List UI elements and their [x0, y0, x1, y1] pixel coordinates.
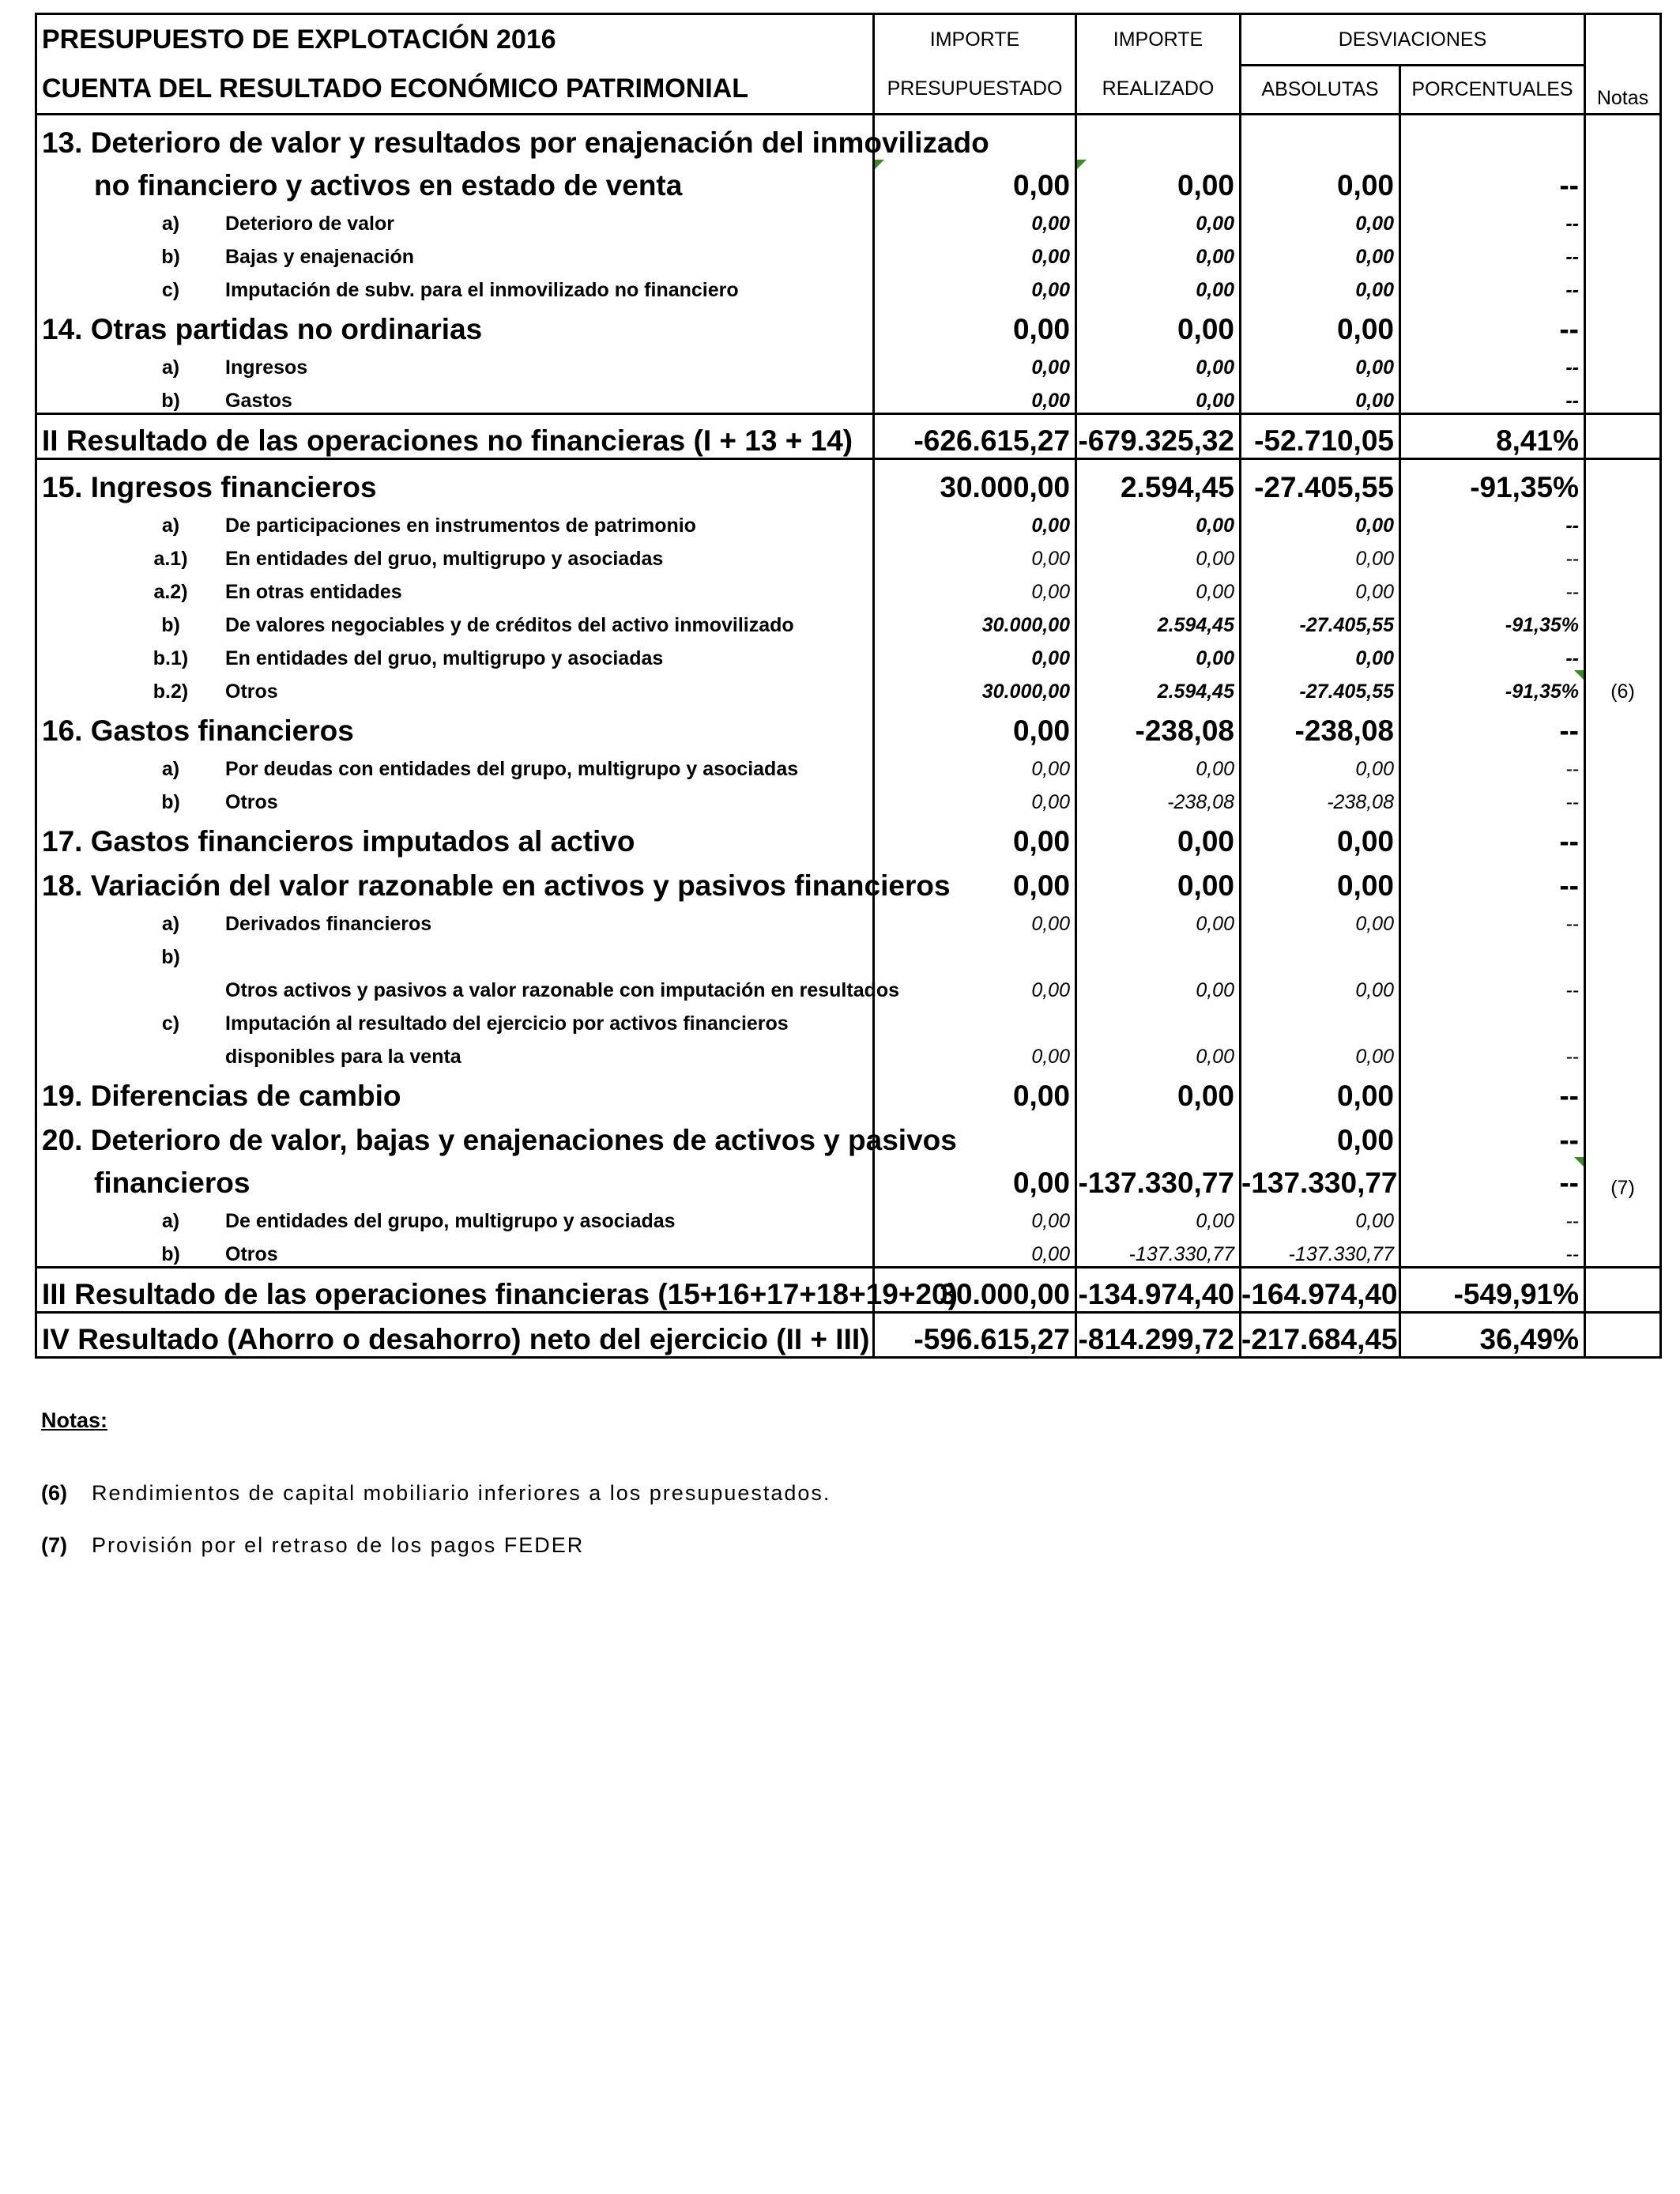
value-cell: -27.405,55 [1241, 458, 1400, 504]
row-letter: c) [161, 1012, 180, 1035]
value-cell: 0,00 [874, 302, 1076, 346]
section-15-row-b [36, 604, 1661, 637]
value-cell: 36,49% [1400, 1312, 1585, 1357]
section-13-actual: 0,00 [1076, 160, 1241, 202]
row-label: De participaciones en instrumentos de patrimonio [225, 514, 696, 537]
value-cell: -549,91% [1400, 1267, 1585, 1312]
value-cell: 30.000,00 [874, 670, 1076, 703]
value-cell: 0,00 [1241, 1069, 1400, 1113]
row-label: En otras entidades [225, 580, 402, 603]
section-20-line2: financieros 0,00 -137.330,77 -137.330,77 -- (7) [36, 1157, 1661, 1200]
section-13-row-b [36, 236, 1661, 269]
section-13-budget: 0,00 [874, 160, 1076, 202]
value-cell: 0,00 [1241, 379, 1400, 414]
row-letter: a) [161, 1209, 180, 1232]
value-cell: 2.594,45 [1076, 458, 1241, 504]
row-letter: b) [161, 790, 180, 813]
row-label: En entidades del gruo, multigrupo y asociadas [225, 547, 664, 570]
row-letter: b) [161, 1242, 180, 1265]
value-cell: 0,00 [874, 903, 1076, 936]
value-cell: -137.330,77 [1076, 1157, 1241, 1200]
value-cell: 2.594,45 [1076, 604, 1241, 637]
value-cell: -137.330,77 [1076, 1233, 1241, 1268]
value-cell: 0,00 [1076, 969, 1241, 1002]
section-16 [36, 703, 1661, 748]
value-cell: -- [1400, 202, 1585, 236]
value-cell: 0,00 [874, 202, 1076, 236]
value-cell: -- [1400, 969, 1585, 1002]
section-14 [36, 302, 1661, 346]
value-cell: 0,00 [1076, 637, 1241, 670]
value-cell: 0,00 [1241, 1113, 1400, 1157]
value-cell: 0,00 [874, 637, 1076, 670]
value-cell: 0,00 [1076, 269, 1241, 302]
value-cell: -217.684,45 [1241, 1312, 1400, 1357]
value-cell: -- [1400, 1035, 1585, 1069]
value-cell: 0,00 [874, 537, 1076, 571]
section-19 [36, 1069, 1661, 1113]
col-actual-header-top: IMPORTE [1076, 14, 1241, 66]
comment-marker-icon [875, 160, 884, 169]
value-cell: 0,00 [874, 703, 1076, 748]
row-letter: c) [161, 278, 180, 301]
section-13-percent: -- [1400, 160, 1585, 202]
value-cell: -- [1400, 1069, 1585, 1113]
row-letter: b) [161, 245, 180, 268]
value-cell: -679.325,32 [1076, 413, 1241, 458]
row-label: Bajas y enajenación [225, 245, 415, 268]
section-18-row-c [36, 1002, 1661, 1035]
value-cell: -164.974,40 [1241, 1267, 1400, 1312]
report-subtitle: CUENTA DEL RESULTADO ECONÓMICO PATRIMONIAL [36, 66, 874, 115]
comment-marker-icon [1077, 160, 1087, 169]
value-cell: -- [1400, 748, 1585, 781]
value-cell: 0,00 [874, 1157, 1076, 1200]
value-cell: 0,00 [1241, 637, 1400, 670]
budget-report [35, 13, 1659, 1359]
value-cell: 0,00 [874, 571, 1076, 604]
value-cell: 0,00 [1076, 1035, 1241, 1069]
note-ref-7: (7) [1585, 1157, 1661, 1200]
value-cell: 30.000,00 [874, 458, 1076, 504]
results-table [35, 13, 1662, 1359]
value-cell: 0,00 [1076, 748, 1241, 781]
section-18-row-c-cont [36, 1035, 1661, 1069]
note-6-text: Rendimientos de capital mobiliario inferiores a los presupuestados. [92, 1481, 831, 1505]
col-actual-header: REALIZADO [1076, 66, 1241, 115]
row-letter: a) [161, 514, 180, 537]
section-13-title: 13. Deterioro de valor y resultados por enajenación del inmovilizado [36, 114, 874, 160]
value-cell: -- [1400, 269, 1585, 302]
value-cell: -- [1400, 781, 1585, 814]
section-13-line1 [36, 114, 1661, 160]
value-cell: -- [1400, 537, 1585, 571]
section-15 [36, 458, 1661, 504]
value-cell: -- [1400, 703, 1585, 748]
value-cell: -137.330,77 [1241, 1157, 1400, 1200]
section-16-row-a [36, 748, 1661, 781]
notes-title: Notas: [41, 1408, 108, 1432]
section-19-title: 19. Diferencias de cambio [36, 1069, 874, 1113]
section-18-row-a [36, 903, 1661, 936]
value-cell: 0,00 [1076, 346, 1241, 379]
value-cell: 0,00 [874, 1069, 1076, 1113]
notes-header: Notas [1585, 66, 1661, 115]
value-cell: 0,00 [1241, 1200, 1400, 1233]
section-13-row-c [36, 269, 1661, 302]
section-13-row-a [36, 202, 1661, 236]
value-cell: 0,00 [874, 1233, 1076, 1268]
value-cell: -- [1400, 571, 1585, 604]
value-cell: 0,00 [1076, 1069, 1241, 1113]
value-cell: -238,08 [1076, 703, 1241, 748]
header-row-2 [36, 66, 1661, 115]
row-label: Por deudas con entidades del grupo, multigrupo y asociadas [225, 757, 799, 780]
value-cell: -- [1400, 504, 1585, 537]
value-cell: -- [1400, 302, 1585, 346]
value-cell: 30.000,00 [874, 604, 1076, 637]
section-15-row-b2: b.2) Otros 30.000,00 2.594,45 -27.405,55 -91,35% (6) [36, 670, 1661, 703]
value-cell: -814.299,72 [1076, 1312, 1241, 1357]
value-cell: 0,00 [874, 814, 1076, 858]
value-cell: -- [1400, 814, 1585, 858]
section-18-title: 18. Variación del valor razonable en activos y pasivos financieros [36, 858, 874, 903]
value-cell: 0,00 [1241, 858, 1400, 903]
section-13-absolute: 0,00 [1241, 160, 1400, 202]
value-cell: 0,00 [1241, 969, 1400, 1002]
value-cell: 0,00 [1241, 302, 1400, 346]
total-row-iv [36, 1312, 1661, 1357]
value-cell: 0,00 [1076, 379, 1241, 414]
section-20-title-cont: financieros [94, 1166, 250, 1199]
col-budget-header-top: IMPORTE [874, 14, 1076, 66]
value-cell: 0,00 [1241, 504, 1400, 537]
note-7-text: Provisión por el retraso de los pagos FEDER [92, 1533, 585, 1557]
row-letter: a.2) [153, 580, 188, 603]
value-cell: -27.405,55 [1241, 604, 1400, 637]
value-cell: 0,00 [874, 1035, 1076, 1069]
row-letter: a) [161, 212, 180, 235]
section-16-row-b [36, 781, 1661, 814]
col-absolute-header: ABSOLUTAS [1241, 66, 1400, 115]
value-cell: 0,00 [1076, 236, 1241, 269]
value-cell: 0,00 [874, 781, 1076, 814]
row-label: Otros [225, 1242, 278, 1265]
note-6-number: (6) [41, 1481, 67, 1505]
value-cell: 0,00 [1241, 814, 1400, 858]
value-cell: 0,00 [1241, 1035, 1400, 1069]
row-label: Otros activos y pasivos a valor razonable con imputación en resultados [225, 978, 900, 1001]
col-budget-header: PRESUPUESTADO [874, 66, 1076, 115]
row-label: Ingresos [225, 356, 308, 379]
total-row-iii [36, 1267, 1661, 1312]
value-cell: 0,00 [874, 379, 1076, 414]
section-20-line1 [36, 1113, 1661, 1157]
row-label: Derivados financieros [225, 912, 432, 935]
value-cell: -52.710,05 [1241, 413, 1400, 458]
section-20-row-b [36, 1233, 1661, 1268]
row-letter: a) [161, 757, 180, 780]
note-6 [41, 1481, 831, 1506]
section-14-title: 14. Otras partidas no ordinarias [36, 302, 874, 346]
row-label: Deterioro de valor [225, 212, 394, 235]
row-label: De entidades del grupo, multigrupo y asociadas [225, 1209, 676, 1232]
value-cell: 0,00 [1241, 748, 1400, 781]
row-letter: a) [161, 356, 180, 379]
value-cell: -- [1400, 236, 1585, 269]
row-letter: a) [161, 912, 180, 935]
value-cell: 8,41% [1400, 413, 1585, 458]
note-7-number: (7) [41, 1533, 67, 1557]
value-cell: -- [1400, 379, 1585, 414]
value-cell: -134.974,40 [1076, 1267, 1241, 1312]
comment-marker-icon [1574, 1157, 1584, 1167]
total-iv-label: IV Resultado (Ahorro o desahorro) neto del ejercicio (II + III) [36, 1312, 874, 1357]
row-label: Otros [225, 790, 278, 813]
value-cell: 30.000,00 [874, 1267, 1076, 1312]
value-cell: 0,00 [1241, 202, 1400, 236]
row-label: En entidades del gruo, multigrupo y asociadas [225, 647, 664, 669]
row-label: Gastos [225, 389, 292, 412]
value-cell: -- [1400, 858, 1585, 903]
notes-header-top [1585, 14, 1661, 66]
value-cell: -- [1400, 346, 1585, 379]
note-7 [41, 1533, 584, 1558]
value-cell: -- [1400, 1233, 1585, 1268]
row-label: Otros [225, 680, 278, 703]
section-14-row-b [36, 379, 1661, 414]
row-letter: b) [161, 389, 180, 412]
total-row-ii [36, 413, 1661, 458]
value-cell: -- [1400, 903, 1585, 936]
row-letter: b) [161, 613, 180, 636]
section-17 [36, 814, 1661, 858]
row-label: Imputación al resultado del ejercicio por activos financieros [225, 1012, 789, 1035]
section-15-row-a1 [36, 537, 1661, 571]
section-18-row-b [36, 969, 1661, 1002]
comment-marker-icon [1574, 670, 1584, 680]
value-cell: -238,08 [1241, 781, 1400, 814]
section-18 [36, 858, 1661, 903]
value-cell: 0,00 [1241, 571, 1400, 604]
value-cell: -91,35% [1400, 458, 1585, 504]
value-cell: 0,00 [1241, 537, 1400, 571]
row-letter: b.1) [153, 647, 189, 669]
value-cell: -- [1400, 637, 1585, 670]
section-15-row-a2 [36, 571, 1661, 604]
row-label: disponibles para la venta [225, 1045, 461, 1068]
section-13-line2 [36, 160, 1661, 202]
value-cell: 0,00 [1241, 346, 1400, 379]
note-ref-6: (6) [1585, 670, 1661, 703]
value-cell: 0,00 [1241, 903, 1400, 936]
value-cell: 0,00 [1076, 903, 1241, 936]
header-row-1 [36, 14, 1661, 66]
row-letter: b) [161, 945, 180, 968]
section-18-row-b-letter [36, 936, 1661, 969]
section-14-row-a [36, 346, 1661, 379]
section-20-title: 20. Deterioro de valor, bajas y enajenaciones de activos y pasivos [36, 1113, 874, 1157]
value-cell: 0,00 [1076, 202, 1241, 236]
value-cell: -238,08 [1241, 703, 1400, 748]
value-cell: 0,00 [1076, 814, 1241, 858]
value-cell: -596.615,27 [874, 1312, 1076, 1357]
value-cell: 0,00 [874, 858, 1076, 903]
deviations-header: DESVIACIONES [1241, 14, 1585, 66]
col-percent-header: PORCENTUALES [1400, 66, 1585, 115]
value-cell: 0,00 [874, 346, 1076, 379]
section-15-title: 15. Ingresos financieros [36, 458, 874, 504]
value-cell: 0,00 [1076, 537, 1241, 571]
row-letter: b.2) [153, 680, 189, 703]
value-cell: -- [1400, 1113, 1585, 1157]
section-17-title: 17. Gastos financieros imputados al activo [36, 814, 874, 858]
value-cell: 0,00 [874, 969, 1076, 1002]
value-cell: 0,00 [1076, 1200, 1241, 1233]
value-cell: 0,00 [874, 269, 1076, 302]
value-cell: 0,00 [1076, 571, 1241, 604]
value-cell: 0,00 [874, 504, 1076, 537]
value-cell: 0,00 [1241, 269, 1400, 302]
value-cell: -238,08 [1076, 781, 1241, 814]
value-cell: -626.615,27 [874, 413, 1076, 458]
total-iii-label: III Resultado de las operaciones financieras (15+16+17+18+19+20) [36, 1267, 874, 1312]
total-ii-label: II Resultado de las operaciones no financieras (I + 13 + 14) [36, 413, 874, 458]
value-cell: 0,00 [874, 236, 1076, 269]
value-cell: -91,35% [1400, 604, 1585, 637]
report-title: PRESUPUESTO DE EXPLOTACIÓN 2016 [36, 14, 874, 66]
value-cell: -137.330,77 [1241, 1233, 1400, 1268]
value-cell: 0,00 [1076, 302, 1241, 346]
value-cell: -- [1400, 1200, 1585, 1233]
value-cell: 2.594,45 [1076, 670, 1241, 703]
row-label: Imputación de subv. para el inmovilizado no financiero [225, 278, 739, 301]
value-cell: 0,00 [874, 1200, 1076, 1233]
section-13-title-cont: no financiero y activos en estado de venta [94, 168, 683, 202]
notes-section [41, 1408, 831, 1557]
section-15-row-a [36, 504, 1661, 537]
section-15-row-b1 [36, 637, 1661, 670]
row-letter: a.1) [153, 547, 188, 570]
value-cell: 0,00 [1076, 504, 1241, 537]
value-cell: 0,00 [1076, 858, 1241, 903]
value-cell: 0,00 [1241, 236, 1400, 269]
section-20-row-a [36, 1200, 1661, 1233]
value-cell: -27.405,55 [1241, 670, 1400, 703]
value-cell: 0,00 [874, 748, 1076, 781]
row-label: De valores negociables y de créditos del activo inmovilizado [225, 613, 794, 636]
section-16-title: 16. Gastos financieros [36, 703, 874, 748]
